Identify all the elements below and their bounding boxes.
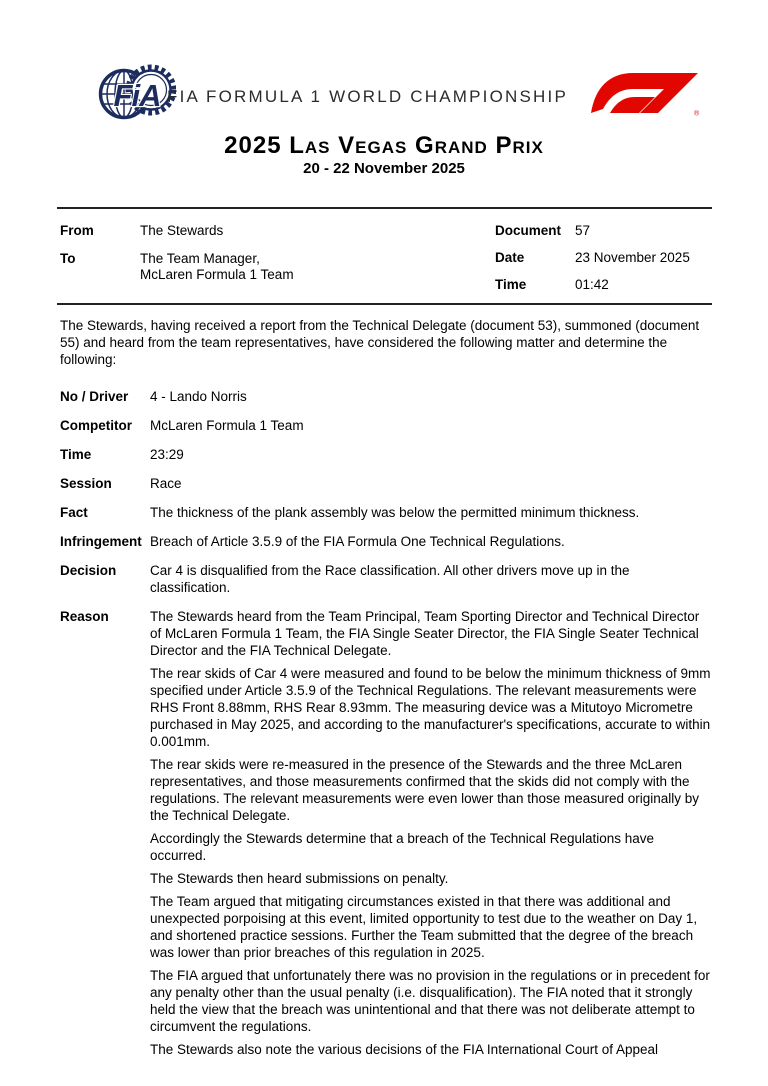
document-label: Document — [495, 223, 562, 238]
field-value: Race — [150, 476, 182, 491]
reason-paragraph: The Stewards also note the various decisions of the FIA International Court of Appeal — [150, 1042, 659, 1057]
field-label: Session — [60, 476, 112, 491]
f1-trademark-symbol: ® — [694, 110, 700, 116]
to-value-line2: McLaren Formula 1 Team — [140, 267, 294, 282]
date-value: 23 November 2025 — [575, 250, 690, 265]
decision-fields — [60, 388, 712, 1070]
to-value — [140, 251, 294, 283]
reason-paragraph: The rear skids were re-measured in the presence of the Stewards and the three McLaren representatives, and those measurements confirmed that the skids did not comply with the regulations. The relevant measurements were even lower than those measured originally by the Technical Delegate. — [150, 757, 700, 823]
reason-paragraph: The FIA argued that unfortunately there was no provision in the regulations or in precedent for any penalty other than the usual penalty (i.e. disqualification). The FIA noted that it strongly held the view that the breach was unintentional and that there was not deliberate attempt to circumvent the regulations. — [150, 968, 710, 1034]
field-label: Competitor — [60, 418, 132, 433]
field-label: Fact — [60, 505, 88, 520]
reason-paragraph: Accordingly the Stewards determine that a breach of the Technical Regulations have occurred. — [150, 831, 655, 863]
field-value: The thickness of the plank assembly was below the permitted minimum thickness. — [150, 505, 640, 520]
field-label: No / Driver — [60, 389, 129, 404]
field-row-reason — [60, 608, 712, 1058]
field-label: Infringement — [60, 534, 142, 549]
to-value-line1: The Team Manager, — [140, 251, 260, 266]
field-row-session — [60, 475, 712, 492]
intro-paragraph: The Stewards, having received a report from the Technical Delegate (document 53), summoned (document 55) and heard from the team representatives, have considered the following matter and determine the following: — [60, 318, 700, 367]
reason-paragraphs — [150, 608, 712, 1058]
reason-paragraph: The Team argued that mitigating circumstances existed in that there was additional and unexpected porpoising at this event, limited opportunity to test due to the weather on Day 1, and shortened practice sessions. Further the Team submitted that the degree of the breach was lower than prior breaches of this regulation in 2025. — [150, 894, 698, 960]
field-value: McLaren Formula 1 Team — [150, 418, 304, 433]
field-value: 4 - Lando Norris — [150, 389, 247, 404]
field-row-time — [60, 446, 712, 463]
reason-paragraph: The rear skids of Car 4 were measured and found to be below the minimum thickness of 9mm specified under Article 3.5.9 of the Technical Regulations. The relevant measurements were RHS Front 8.88mm, RHS Rear 8.93mm. The measuring device was a Mitutoyo Micrometre purchased in May 2025, and according to the manufacturer's specifications, accurate to within 0.001mm. — [150, 666, 711, 749]
time-value: 01:42 — [575, 277, 609, 292]
time-label: Time — [495, 277, 527, 292]
field-row-fact — [60, 504, 712, 521]
field-row-decision — [60, 562, 712, 596]
document-number: 57 — [575, 223, 591, 238]
from-value: The Stewards — [140, 223, 224, 238]
f1-logo-icon — [588, 70, 700, 116]
field-label: Time — [60, 447, 92, 462]
field-value: Breach of Article 3.5.9 of the FIA Formula One Technical Regulations. — [150, 534, 565, 549]
event-title: 2025 Las Vegas Grand Prix — [224, 132, 544, 159]
meta-table — [57, 207, 712, 305]
field-row-competitor — [60, 417, 712, 434]
reason-paragraph: The Stewards heard from the Team Principal, Team Sporting Director and Technical Director of McLaren Formula 1 Team, the FIA Single Seater Director, the FIA Single Seater Technical Director and the FIA Technical Delegate. — [150, 609, 700, 658]
event-dates: 20 - 22 November 2025 — [303, 160, 465, 177]
title-block — [0, 133, 768, 178]
fia-logo-text: FiA — [113, 78, 161, 113]
field-row-infringement — [60, 533, 712, 550]
date-label: Date — [495, 250, 525, 265]
from-label: From — [60, 223, 94, 238]
field-label: Reason — [60, 609, 109, 624]
to-label: To — [60, 251, 76, 266]
field-row-no-driver — [60, 388, 712, 405]
field-value: 23:29 — [150, 447, 184, 462]
field-label: Decision — [60, 563, 117, 578]
reason-paragraph: The Stewards then heard submissions on penalty. — [150, 871, 449, 886]
championship-title: FIA FORMULA 1 WORLD CHAMPIONSHIP — [166, 87, 568, 106]
field-value: Car 4 is disqualified from the Race classification. All other drivers move up in the classification. — [150, 563, 630, 595]
